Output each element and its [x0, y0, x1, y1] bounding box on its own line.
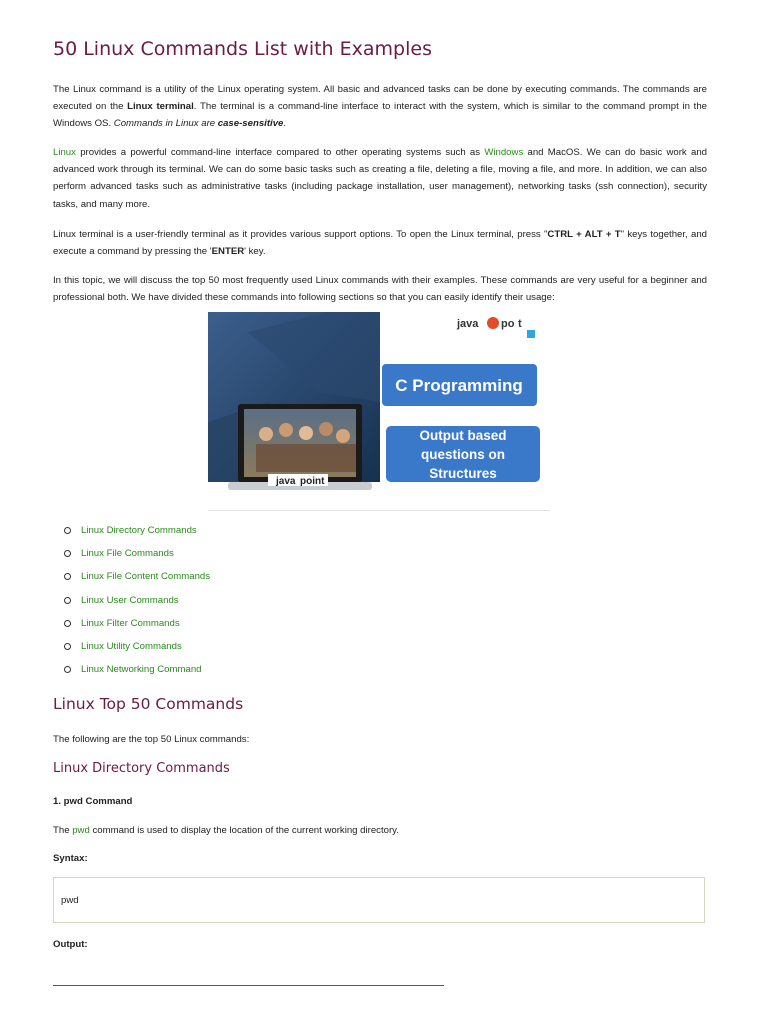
banner-graphic [208, 312, 550, 510]
list-item [53, 547, 210, 570]
linux-link[interactable]: Linux [53, 147, 76, 158]
list-item [53, 570, 210, 593]
text: command is used to display the location of the current working directory. [89, 825, 399, 836]
bullet-icon [64, 527, 71, 534]
toc-link-file-content[interactable]: Linux File Content Commands [81, 571, 211, 583]
section-heading-directory: Linux Directory Commands [53, 761, 230, 776]
bullet-icon [64, 666, 71, 673]
text: The [53, 825, 73, 836]
logo-text: point [300, 476, 325, 487]
button-label: Output based [419, 428, 507, 443]
syntax-label: Syntax: [53, 853, 88, 864]
bold-text: ENTER [211, 246, 245, 258]
code-text: pwd [61, 895, 79, 906]
list-item [53, 617, 210, 640]
bold-text: CTRL + ALT + T [547, 229, 621, 240]
toc-link-filter[interactable]: Linux Filter Commands [81, 617, 180, 629]
output-label: Output: [53, 939, 88, 950]
toc-link-utility[interactable]: Linux Utility Commands [81, 640, 182, 652]
page-title: 50 Linux Commands List with Examples [53, 38, 432, 60]
windows-link[interactable]: Windows [484, 147, 524, 158]
toc-link-file[interactable]: Linux File Commands [81, 548, 174, 560]
section-list [53, 524, 210, 686]
pwd-link[interactable]: pwd [72, 825, 90, 836]
intro-paragraph-1 [53, 81, 707, 133]
button-label: C Programming [395, 376, 523, 395]
text: . The terminal is a command-line interface to interact with the system, which is similar to the command prompt in the Windows OS. [53, 101, 707, 130]
page-break-divider [53, 985, 444, 986]
toc-link-directory[interactable]: Linux Directory Commands [81, 525, 197, 536]
list-item [53, 663, 210, 686]
text: and MacOS. We can do basic work and advanced work through its terminal. We can do some basic tasks such as creating a file, deleting a file, moving a file, and more. In addition, we can also perform advanced tasks such as administrative tasks (including package installation, user management), networking tasks (ssh connection), security tasks, and many more. [53, 147, 707, 210]
bold-text: Linux terminal [127, 101, 194, 113]
advertisement-banner[interactable] [208, 312, 550, 510]
toc-link-user[interactable]: Linux User Commands [81, 594, 179, 606]
text: . [283, 118, 287, 130]
bullet-icon [64, 643, 71, 650]
list-item [53, 524, 210, 547]
section-heading-top-50: Linux Top 50 Commands [53, 695, 244, 713]
banner-divider [208, 510, 550, 511]
syntax-code-box [53, 877, 705, 923]
text: The Linux command is a utility of the Linux operating system. All basic and advanced tasks can be done by executing commands. The commands are executed on the [53, 84, 707, 113]
ad-choices-icon[interactable] [527, 330, 535, 338]
section-intro-text: The following are the top 50 Linux commands: [53, 734, 250, 745]
text: ' key. [244, 246, 266, 258]
intro-paragraph-2 [53, 144, 707, 213]
bold-italic-text: case-sensitive [217, 118, 284, 130]
button-label: questions on [421, 447, 505, 462]
bullet-icon [64, 573, 71, 580]
logo-text: java [276, 476, 296, 487]
italic-text: Commands in Linux are [113, 118, 218, 130]
bullet-icon [64, 597, 71, 604]
command-description [53, 822, 707, 839]
text: Linux terminal is a user-friendly terminal as it provides various support options. To open the Linux terminal, press " [53, 229, 548, 240]
logo-text: java [457, 318, 479, 330]
logo-text: po [501, 318, 515, 330]
list-item [53, 640, 210, 663]
command-title: 1. pwd Command [53, 796, 133, 807]
list-item [53, 594, 210, 617]
bullet-icon [64, 550, 71, 557]
logo-icon [487, 317, 499, 329]
button-label: Structures [429, 466, 497, 481]
logo-text: t [518, 318, 522, 330]
toc-link-networking[interactable]: Linux Networking Command [81, 664, 202, 676]
bullet-icon [64, 620, 71, 627]
text: provides a powerful command-line interface compared to other operating systems such as [75, 147, 485, 158]
intro-paragraph-3 [53, 226, 707, 260]
text: " keys together, and execute a command by pressing the ' [53, 229, 707, 258]
intro-paragraph-4: In this topic, we will discuss the top 50 most frequently used Linux commands with their examples. These commands are very useful for a beginner and professional both. We have divided these commands into following sections so that you can easily identify their usage: [53, 275, 707, 304]
